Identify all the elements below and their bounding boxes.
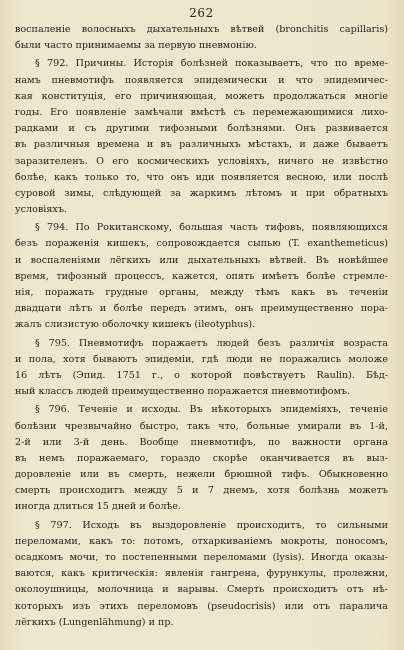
paragraph [15, 402, 388, 515]
paragraph [15, 518, 388, 631]
text-line: которыхъ изъ этихъ переломовъ (pseudocrisis) или отъ паралича [15, 600, 388, 612]
text-line: жалъ слизистую оболочку кишекъ (ileotyphus). [15, 319, 256, 331]
text-line: § 795. Пневмотифъ поражаетъ людей безъ различія возраста [35, 337, 388, 349]
text-line: болѣзни чрезвычайно быстро, такъ что, больные умирали въ 1-й, [15, 420, 388, 432]
text-line: радками и съ другими тифозными болѣзнями. Онъ развивается [15, 123, 388, 135]
text-line: § 797. Исходъ въ выздоровленіе происходитъ, то сильными [35, 519, 388, 531]
text-line: заразителенъ. О его космическихъ условіяхъ, ничего не извѣстно [15, 155, 388, 167]
text-line: намъ пневмотифъ появляется эпидемически и что эпидемичес- [15, 74, 388, 86]
text-line: въ различныя времена и въ различныхъ мѣстахъ, и даже бываетъ [15, 139, 388, 151]
text-line: безъ пораженія кишекъ, сопровождается сыпью (T. exanthemeticus) [15, 238, 388, 250]
paragraph [15, 22, 388, 54]
paragraph [15, 336, 388, 401]
text-line: воспаленіе волосныхъ дыхательныхъ вѣтвей (bronchitis capillaris) [15, 24, 388, 35]
text-line: кая конституція, его причиняющая, можетъ продолжаться многіе [15, 90, 388, 102]
text-line: время, тифозный процессъ, кажется, опять имѣетъ болѣе стремле- [15, 270, 388, 282]
text-line: двадцати лѣтъ и болѣе передъ этимъ, онъ преимущественно пора- [15, 303, 388, 315]
text-line: и пола, хотя бываютъ эпидеміи, гдѣ люди не поражались моложе [15, 353, 388, 365]
page-number: 262 [189, 6, 214, 20]
text-line: ный классъ людей преимущественно поражается пневмотифомъ. [15, 386, 351, 398]
paragraph [15, 56, 388, 218]
text-line: переломами, какъ то: потомъ, отхаркиваніемъ мокроты, поносомъ, [15, 535, 388, 547]
body-text [15, 22, 388, 631]
text-line: суровой зимы, слѣдующей за жаркимъ лѣтомъ и при обратныхъ [15, 187, 388, 199]
text-line: условіяхъ. [15, 204, 67, 216]
text-line: нія, поражать грудные органы, между тѣмъ какъ въ теченіи [15, 287, 388, 298]
text-line: ваются, какъ критическія: явленія гангрена, фурункулы, пролежни, [15, 568, 388, 580]
text-line: доровленіе или въ смерть, нежели брюшной тифъ. Обыкновенно [15, 469, 388, 481]
text-line: § 794. По Рокитанскому, большая часть тифовъ, появляющихся [35, 222, 388, 234]
text-line: околоушницы, молочница и варывы. Смерть происходитъ отъ нѣ- [15, 584, 388, 596]
text-line: § 792. Причины. Исторія болѣзней показываетъ, что по време- [35, 58, 388, 70]
text-line: смерть происходитъ между 5 и 7 днемъ, хотя болѣзнь можетъ [15, 485, 388, 497]
text-line: 16 лѣтъ (Эпид. 1751 г., о которой повѣствуетъ Raulin). Бѣд- [15, 369, 388, 381]
text-line: и воспаленіями лёгкихъ или дыхательныхъ вѣтвей. Въ новѣйшее [15, 254, 388, 266]
text-line: 2-й или 3-й день. Вообще пневмотифъ, по важности органа [15, 436, 388, 448]
text-line: были часто принимаемы за первую пневмонію. [15, 40, 257, 52]
text-line: годы. Его появленіе замѣчали вмѣстѣ съ перемежающимися лихо- [15, 106, 388, 118]
paragraph [15, 220, 388, 333]
text-line: осадкомъ мочи, то постепенными переломами (lysis). Иногда оказы- [15, 552, 388, 563]
text-line: § 796. Теченіе и исходы. Въ нѣкоторыхъ эпидеміяхъ, теченіе [35, 404, 388, 416]
text-line: лёгкихъ (Lungenlähmung) и пр. [15, 616, 174, 628]
text-line: въ немъ поражаемаго, гораздо скорѣе оканчивается въ выз- [15, 452, 388, 464]
text-line: болѣе, какъ только то, что онъ иди появляется весною, или послѣ [15, 171, 388, 183]
text-line: иногда длиться 15 дней и болѣе. [15, 501, 181, 513]
